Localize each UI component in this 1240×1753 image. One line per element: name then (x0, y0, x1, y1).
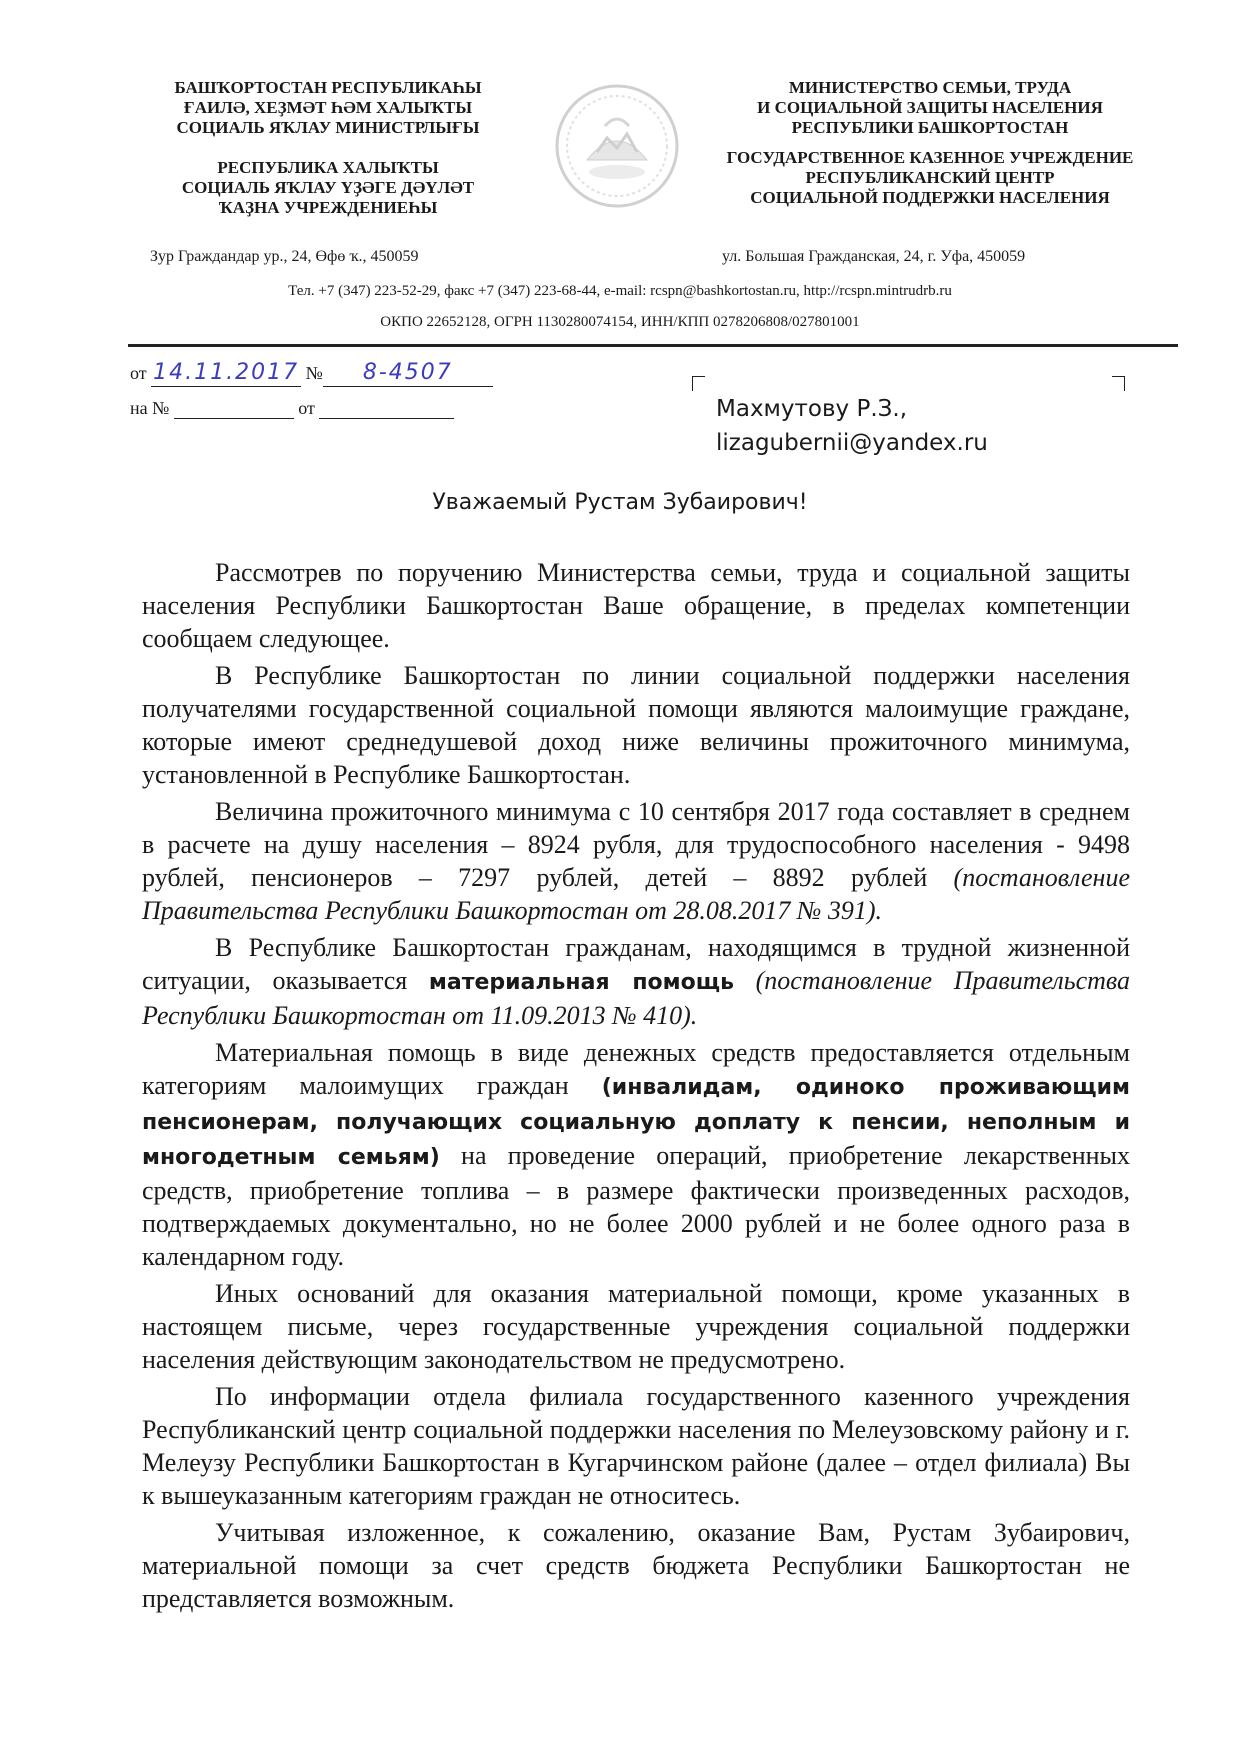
recipient-block (716, 392, 988, 460)
letterhead-line: РЕСПУБЛИКАНСКИЙ ЦЕНТР (805, 168, 1055, 187)
address-corner-mark (1112, 376, 1125, 391)
paragraph: Учитывая изложенное, к сожалению, оказание Вам, Рустам Зубаирович, материальной помощи за счет средств бюджета Республики Башкортостан не представляется возможным. (142, 1518, 1130, 1613)
letterhead-bashkir (130, 78, 526, 218)
ref-date-blank (319, 400, 454, 419)
letterhead-line: СОЦИАЛЬ ЯҠЛАУ ҮҘӘГЕ ДӘҮЛӘТ (181, 178, 475, 197)
ref-number-blank (174, 400, 294, 419)
emphasis-text: (инвалидам, одиноко проживающим пенсионерам, получающих социальную доплату к пенсии, неполным и многодетным семьям) (142, 1075, 1130, 1170)
letterhead-line: РЕСПУБЛИКИ БАШКОРТОСТАН (791, 118, 1069, 137)
letterhead-line: РЕСПУБЛИКА ХАЛЫҠТЫ (217, 158, 439, 177)
emphasis-text: материальная помощь (428, 970, 735, 995)
letter-number: 8-4507 (323, 360, 493, 387)
letter-body (142, 556, 1130, 1619)
paragraph: Рассмотрев по поручению Министерства семьи, труда и социальной защиты населения Республики Башкортостан Ваше обращение, в пределах компетенции сообщаем следующее. (142, 558, 1130, 653)
letterhead-divider (128, 344, 1178, 347)
letterhead-russian (690, 78, 1170, 208)
paragraph-text: на проведение операций, приобретение лекарственных средств, приобретение топлива – в размере фактически произведенных расходов, подтверждаемых документально, но не более 2000 рублей и не более одного раза в календарном году. (142, 1141, 1130, 1271)
letterhead-line: СОЦИАЛЬНОЙ ПОДДЕРЖКИ НАСЕЛЕНИЯ (750, 188, 1110, 207)
letterhead-line: ҠАҘНА УЧРЕЖДЕНИЕҺЫ (218, 198, 438, 217)
letterhead-line: БАШҠОРТОСТАН РЕСПУБЛИКАҺЫ (174, 78, 482, 97)
resolution-reference: (постановление Правительства Республики Башкортостан от 11.09.2013 № 410). (142, 966, 1131, 1030)
reference-registry (130, 398, 454, 419)
paragraph: В Республике Башкортостан по линии социальной поддержки населения получателями государственной социальной помощи являются малоимущие граждане, которые имеют среднедушевой доход ниже величины прожиточного минимума, установленной в Республике Башкортостан. (142, 661, 1130, 789)
address-bashkir: Зур Граждандар ур., 24, Өфө ҡ., 450059 (150, 248, 419, 265)
paragraph (142, 931, 1130, 1032)
ref-number-label: на № (130, 398, 170, 418)
ref-date-label: от (298, 398, 315, 418)
letterhead-line: И СОЦИАЛЬНОЙ ЗАЩИТЫ НАСЕЛЕНИЯ (757, 98, 1103, 117)
letterhead-line: СОЦИАЛЬ ЯҠЛАУ МИНИСТРЛЫҒЫ (176, 118, 480, 137)
date-label: от (130, 363, 147, 383)
paragraph: По информации отдела филиала государственного казенного учреждения Республиканский центр социальной поддержки населения по Мелеузовскому району и г. Мелеузу Республики Башкортостан в Кугарчинском районе (далее – отдел филиала) Вы к вышеуказанным категориям граждан не относитесь. (142, 1382, 1130, 1510)
registration-codes: ОКПО 22652128, ОГРН 1130280074154, ИНН/КПП 0278206808/027801001 (380, 314, 860, 330)
letterhead-line: ГОСУДАРСТВЕННОЕ КАЗЕННОЕ УЧРЕЖДЕНИЕ (726, 148, 1134, 167)
paragraph (142, 1036, 1130, 1273)
recipient-email: lizagubernii@yandex.ru (716, 430, 988, 456)
resolution-reference: (постановление Правительства Республики Башкортостан от 28.08.2017 № 391). (142, 863, 1130, 925)
address-russian: ул. Большая Гражданская, 24, г. Уфа, 450059 (722, 248, 1026, 265)
paragraph-text: В Республике Башкортостан гражданам, находящимся в трудной жизненной ситуации, оказывается (142, 933, 1130, 995)
paragraph-text: Материальная помощь в виде денежных средств предоставляется отдельным категориям малоимущих граждан (142, 1038, 1130, 1100)
address-corner-mark (692, 376, 705, 391)
letterhead-line: ҒАИЛӘ, ХЕҘМӘТ ҺӘМ ХАЛЫҠТЫ (183, 98, 473, 117)
paragraph-text: Величина прожиточного минимума с 10 сентября 2017 года составляет в среднем в расчете на душу населения – 8924 рубля, для трудоспособного населения - 9498 рублей, пенсионеров – 7297 рублей, детей – 8892 рублей (142, 797, 1130, 892)
number-label: № (305, 363, 323, 383)
paragraph: Иных оснований для оказания материальной помощи, кроме указанных в настоящем письме, через государственные учреждения социальной поддержки населения действующим законодательством не предусмотрено. (142, 1279, 1130, 1374)
letter-date: 14.11.2017 (151, 360, 301, 387)
contact-line: Тел. +7 (347) 223-52-29, факс +7 (347) 223-68-44, e-mail: rcspn@bashkortostan.ru, http://rcspn.mintrudrb.ru (288, 283, 952, 299)
greeting: Уважаемый Рустам Зубаирович! (432, 490, 808, 515)
paragraph (142, 795, 1130, 927)
outgoing-registry (130, 360, 493, 387)
letterhead-line: МИНИСТЕРСТВО СЕМЬИ, ТРУДА (788, 78, 1072, 97)
coat-of-arms-emblem (553, 82, 681, 210)
recipient-name: Махмутову Р.З., (716, 396, 908, 422)
